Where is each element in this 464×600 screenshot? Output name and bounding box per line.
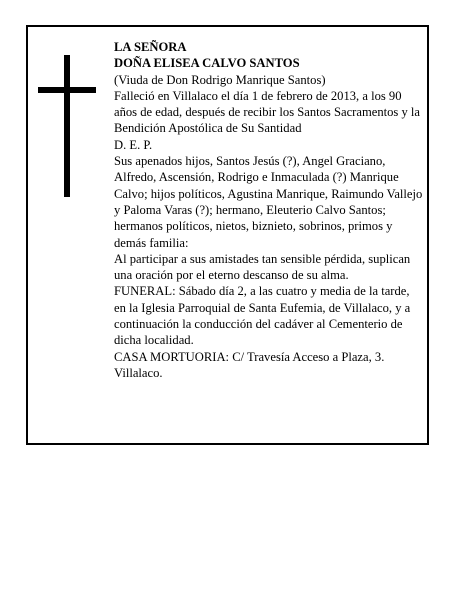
request-paragraph: Al participar a sus amistades tan sensible pérdida, suplican una oración por el eterno descanso de su alma.	[114, 251, 411, 283]
family-paragraph: Sus apenados hijos, Santos Jesús (?), Angel Graciano, Alfredo, Ascensión, Rodrigo e Inmaculada (?) Manrique Calvo; hijos políticos, Agustina Manrique, Raimundo Vallejo y Paloma Varas (?); hermano, Eleuterio Calvo Santos; hermanos políticos, nietos, biznieto, sobrinos, primos y demás familia:	[114, 154, 423, 250]
rip-line: D. E. P.	[114, 137, 153, 152]
obituary-text	[114, 39, 424, 381]
notice-title: LA SEÑORA	[114, 40, 187, 54]
death-paragraph: Falleció en Villalaco el día 1 de febrero de 2013, a los 90 años de edad, después de recibir los Santos Sacramentos y la Bendición Apostólica de Su Santidad	[114, 88, 421, 136]
funeral-paragraph: FUNERAL: Sábado día 2, a las cuatro y media de la tarde, en la Iglesia Parroquial de Santa Eufemia, de Villalaco, y a continuación la conducción del cadáver al Cementerio de dicha localidad.	[114, 284, 411, 348]
cross-horizontal-bar	[38, 87, 96, 93]
latin-cross-icon	[38, 55, 96, 197]
widow-line: (Viuda de Don Rodrigo Manrique Santos)	[114, 72, 326, 87]
cross-vertical-bar	[64, 55, 70, 197]
deceased-name: DOÑA ELISEA CALVO SANTOS	[114, 56, 300, 71]
house-paragraph: CASA MORTUORIA: C/ Travesía Acceso a Plaza, 3. Villalaco.	[114, 349, 385, 380]
